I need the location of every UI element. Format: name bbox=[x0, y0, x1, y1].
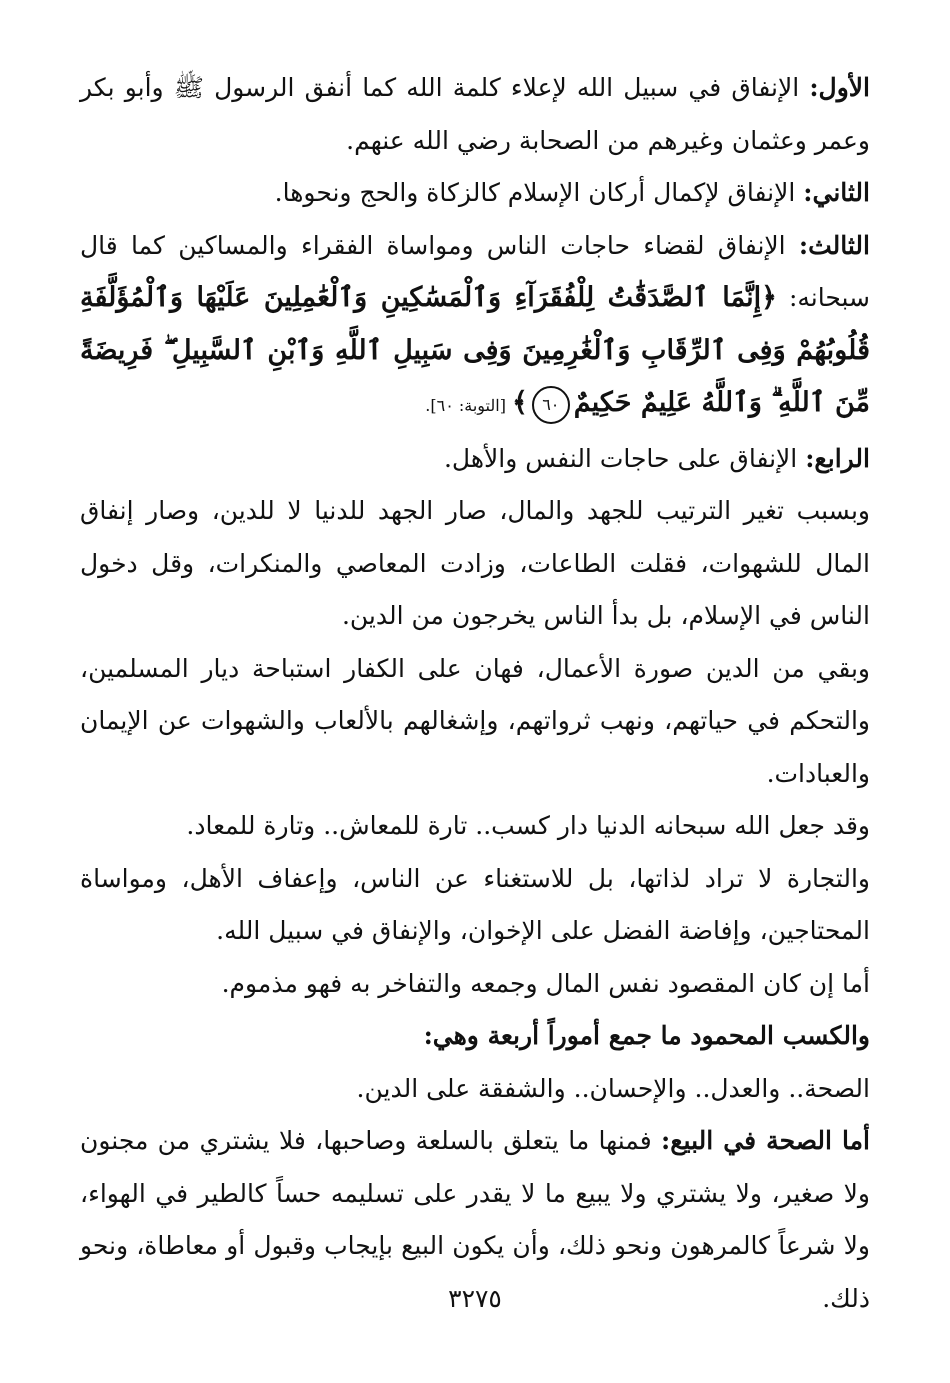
paragraph-third bbox=[80, 220, 870, 433]
ayah-number-mark: ٦٠ bbox=[532, 386, 570, 424]
paragraph-text: الإنفاق لإكمال أركان الإسلام كالزكاة والحج ونحوها. bbox=[274, 178, 804, 207]
paragraph-text: فمنها ما يتعلق بالسلعة وصاحبها، فلا يشتري من مجنون ولا صغير، ولا يشتري ولا يبيع ما لا يقدر على تسليمه حساً كالطير في الهواء، ولا شرعاً كالمرهون ونحو ذلك، وأن يكون البيع بإيجاب وقبول أو معاطاة، ونحو ذلك. bbox=[80, 1126, 870, 1313]
paragraph-text: الإنفاق على حاجات النفس والأهل. bbox=[443, 443, 806, 473]
paragraph bbox=[80, 1063, 870, 1116]
paragraph-text: والتجارة لا تراد لذاتها، بل للاستغناء عن الناس، وإعفاف الأهل، ومواساة المحتاجين، وإفاضة الفضل على الإخوان، والإنفاق في سبيل الله. bbox=[80, 863, 870, 945]
paragraph bbox=[80, 643, 870, 801]
quran-verse: إِنَّمَا ٱلصَّدَقَٰتُ لِلْفُقَرَآءِ وَٱلْمَسَٰكِينِ وَٱلْعَٰمِلِينَ عَلَيْهَا وَٱلْمُؤَلَّفَةِ قُلُوبُهُمْ وَفِى ٱلرِّقَابِ وَٱلْغَٰرِمِينَ وَفِى سَبِيلِ ٱللَّهِ وَٱبْنِ ٱلسَّبِيلِ ۖ فَرِيضَةً مِّنَ ٱللَّهِ ۗ وَٱللَّهُ عَلِيمٌ حَكِيمٌ bbox=[80, 282, 870, 418]
paragraph-text: وبقي من الدين صورة الأعمال، فهان على الكفار استباحة ديار المسلمين، والتحكم في حياتهم، ونهب ثرواتهم، وإشغالهم بالألعاب والشهوات عن الإيمان والعبادات. bbox=[80, 653, 870, 788]
paragraph-text: أما إن كان المقصود نفس المال وجمعه والتفاخر به فهو مذموم. bbox=[221, 968, 870, 998]
paragraph-text: وبسبب تغير الترتيب للجهد والمال، صار الجهد للدنيا لا للدين، وصار إنفاق المال للشهوات، فقلت الطاعات، وزادت المعاصي والمنكرات، وقل دخول الناس في الإسلام، بل بدأ الناس يخرجون من الدين. bbox=[80, 496, 870, 630]
section-heading-label: والكسب المحمود ما جمع أموراً أربعة وهي: bbox=[423, 1021, 870, 1050]
paragraph-text: الإنفاق لقضاء حاجات الناس ومواساة الفقراء والمساكين كما قال سبحانه: bbox=[80, 230, 870, 312]
paragraph-text: الصحة.. والعدل.. والإحسان.. والشفقة على الدين. bbox=[356, 1073, 870, 1103]
paragraph-text: وقد جعل الله سبحانه الدنيا دار كسب.. تارة للمعاش.. وتارة للمعاد. bbox=[186, 811, 870, 840]
page-number: ٣٢٧٥ bbox=[448, 1284, 502, 1313]
paragraph-fourth bbox=[80, 433, 870, 486]
quran-open-bracket: ﴿ bbox=[761, 282, 777, 313]
paragraph-text: الإنفاق في سبيل الله لإعلاء كلمة الله كما أنفق الرسول ﷺ وأبو بكر وعمر وعثمان وغيرهم من الصحابة رضي الله عنهم. bbox=[80, 73, 870, 155]
section-heading bbox=[80, 1010, 870, 1063]
paragraph-first bbox=[80, 62, 870, 167]
paragraph bbox=[80, 485, 870, 643]
paragraph-second bbox=[80, 167, 870, 220]
quran-close-bracket: ﴾ bbox=[511, 387, 528, 418]
paragraph-label: الرابع: bbox=[805, 443, 870, 473]
quran-citation: [التوبة: ٦٠]. bbox=[425, 396, 506, 415]
paragraph-label: الأول: bbox=[809, 73, 870, 102]
paragraph bbox=[80, 853, 870, 958]
paragraph-label: أما الصحة في البيع: bbox=[661, 1126, 870, 1155]
paragraph-label: الثاني: bbox=[803, 178, 870, 207]
document-body bbox=[80, 62, 870, 1325]
paragraph-label: الثالث: bbox=[798, 230, 870, 260]
paragraph bbox=[80, 800, 870, 853]
paragraph bbox=[80, 958, 870, 1011]
